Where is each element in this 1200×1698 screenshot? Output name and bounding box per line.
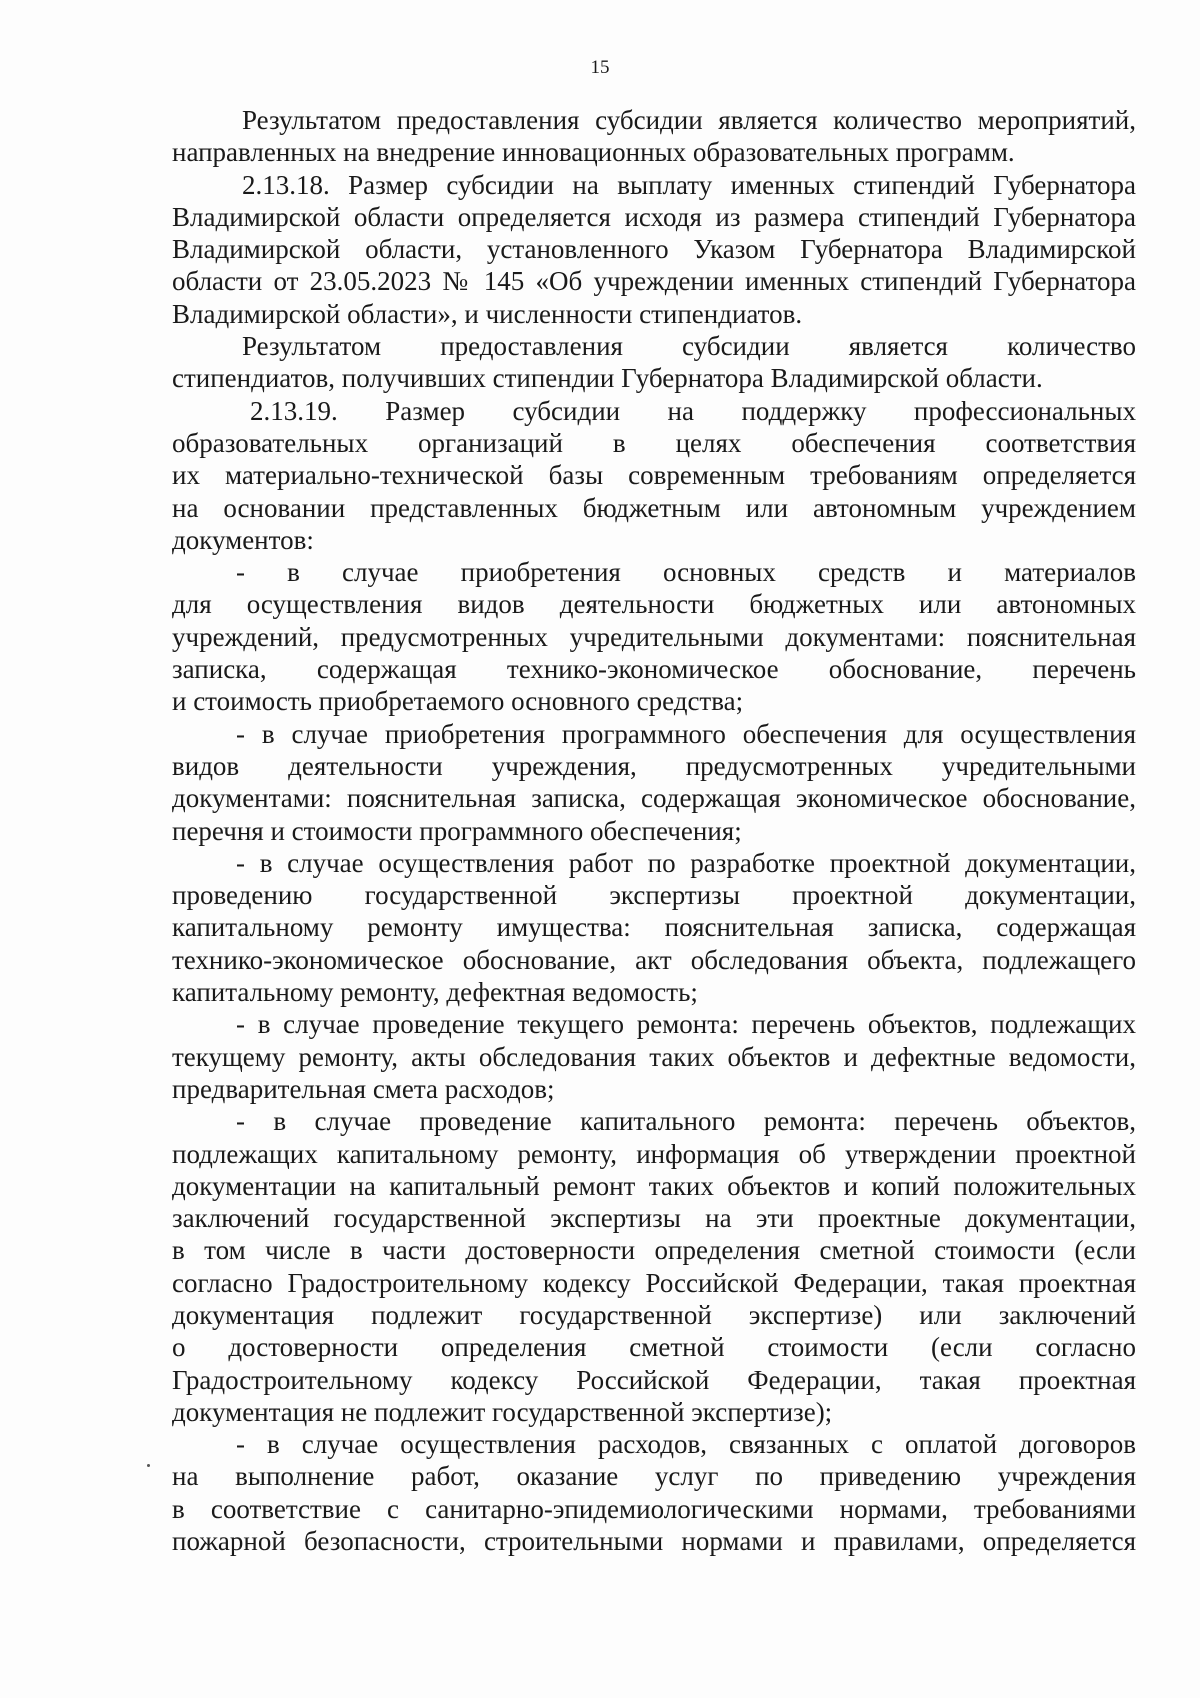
text-line: 2.13.19. Размер субсидии на поддержку профессиональных — [250, 395, 1136, 426]
text-line: согласно Градостроительному кодексу Российской Федерации, такая проектная — [172, 1267, 1136, 1298]
text-line: видов деятельности учреждения, предусмотренных учредительными — [172, 750, 1136, 781]
text-line: документация не подлежит государственной экспертизе); — [172, 1396, 833, 1427]
text-line: на основании представленных бюджетным или автономным учреждением — [172, 492, 1136, 523]
text-line: документами: пояснительная записка, содержащая экономическое обоснование, — [172, 783, 1136, 814]
text-line: - в случае приобретения программного обеспечения для осуществления — [236, 718, 1136, 749]
text-line: документация подлежит государственной экспертизе) или заключений — [172, 1299, 1136, 1330]
text-line: на выполнение работ, оказание услуг по приведению учреждения — [172, 1461, 1136, 1492]
text-line: пожарной безопасности, строительными нормами и правилами, определяется — [172, 1526, 1136, 1557]
text-line: Результатом предоставления субсидии является количество — [242, 331, 1136, 362]
text-line: в соответствие с санитарно-эпидемиологическими нормами, требованиями — [172, 1493, 1136, 1524]
text-line: - в случае осуществления работ по разработке проектной документации, — [236, 847, 1136, 878]
text-line: учреждений, предусмотренных учредительными документами: пояснительная — [172, 621, 1136, 652]
text-line: и стоимость приобретаемого основного средства; — [172, 686, 744, 717]
text-line: - в случае проведение капитального ремонта: перечень объектов, — [236, 1106, 1136, 1137]
text-line: заключений государственной экспертизы на эти проектные документации, — [172, 1203, 1136, 1234]
text-line: о достоверности определения сметной стоимости (если согласно — [172, 1332, 1136, 1363]
text-line: документов: — [172, 524, 314, 555]
text-line: записка, содержащая технико-экономическое обоснование, перечень — [172, 654, 1136, 685]
text-line: Владимирской области, установленного Указом Губернатора Владимирской — [172, 234, 1136, 265]
text-line: образовательных организаций в целях обеспечения соответствия — [172, 427, 1136, 458]
text-line: текущему ремонту, акты обследования таких объектов и дефектные ведомости, — [172, 1041, 1136, 1072]
text-line: подлежащих капитальному ремонту, информация об утверждении проектной — [172, 1138, 1136, 1169]
document-body — [172, 104, 1136, 1557]
text-line: капитальному ремонту, дефектная ведомость; — [172, 977, 698, 1008]
text-line: - в случае проведение текущего ремонта: перечень объектов, подлежащих — [236, 1009, 1136, 1040]
page-number: 15 — [590, 57, 610, 78]
text-line: Градостроительному кодексу Российской Федерации, такая проектная — [172, 1364, 1136, 1395]
text-line: перечня и стоимости программного обеспечения; — [172, 815, 742, 846]
text-line: Результатом предоставления субсидии является количество мероприятий, — [242, 105, 1136, 135]
text-line: 2.13.18. Размер субсидии на выплату именных стипендий Губернатора — [242, 169, 1136, 200]
text-line: направленных на внедрение инновационных образовательных программ. — [172, 137, 1015, 168]
text-line: области от 23.05.2023 № 145 «Об учреждении именных стипендий Губернатора — [172, 266, 1136, 297]
text-line: документации на капитальный ремонт таких объектов и копий положительных — [172, 1170, 1136, 1201]
text-line: предварительная смета расходов; — [172, 1073, 555, 1104]
text-line: технико-экономическое обоснование, акт обследования объекта, подлежащего — [172, 944, 1136, 975]
text-line: стипендиатов, получивших стипендии Губернатора Владимирской области. — [172, 363, 1043, 394]
text-line: в том числе в части достоверности определения сметной стоимости (если — [172, 1235, 1136, 1266]
text-line: - в случае осуществления расходов, связанных с оплатой договоров — [236, 1429, 1136, 1460]
scan-speck — [147, 1464, 150, 1467]
text-line: Владимирской области определяется исходя из размера стипендий Губернатора — [172, 201, 1136, 232]
text-line: для осуществления видов деятельности бюджетных или автономных — [172, 589, 1136, 620]
text-line: - в случае приобретения основных средств и материалов — [236, 557, 1136, 588]
text-line: проведению государственной экспертизы проектной документации, — [172, 880, 1136, 911]
text-line: их материально-технической базы современным требованиям определяется — [172, 460, 1136, 491]
text-line: капитальному ремонту имущества: пояснительная записка, содержащая — [172, 912, 1136, 943]
text-line: Владимирской области», и численности стипендиатов. — [172, 298, 803, 329]
